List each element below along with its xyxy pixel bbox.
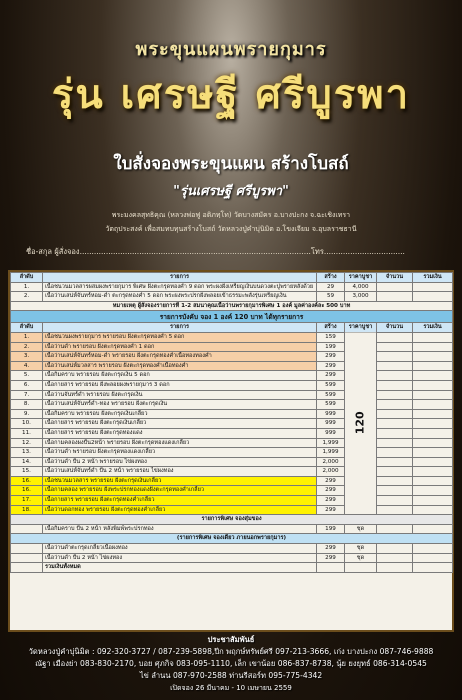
special-section-label: รายการพิเศษ จองสุ่มของ (11, 515, 453, 525)
total-cell[interactable] (413, 486, 453, 496)
row-description: เนื้อกิมคราบ พรายรอบ ฝังตะกรุดเงินเกลี้ยว (43, 409, 317, 419)
total-cell[interactable] (413, 390, 453, 400)
row-description: เนื้อกายสาร พรายรอบ ฝังตะกรุดทองคำเกลี้ยว (43, 496, 317, 506)
table-row (11, 457, 453, 467)
amount-cell[interactable] (377, 457, 413, 467)
row-number: 1. (11, 332, 43, 342)
row-description: เนื้อชนวนมวลสาร พรายรอบ ฝังตะกรุดเงินเกลี้ยว (43, 476, 317, 486)
row-qty: 599 (317, 390, 345, 400)
table-row (11, 361, 453, 371)
row-qty: 999 (317, 428, 345, 438)
row-description: เนื้อว่านดำ พรายรอบ ฝังตะกรุดทองคำ 1 ดอก (43, 342, 317, 352)
row-number: 16. (11, 486, 43, 496)
temple-info: พระมงคลสุทธิคุณ (หลวงพ่อฟู อติภทฺโท) วัดบางสมัคร อ.บางปะกง จ.ฉะเชิงเทรา (111, 211, 351, 219)
row-description: เนื้อว่านดำ ปั้น 2 หน้า ไข่ผงทอง (43, 553, 317, 563)
total-cell[interactable] (413, 380, 453, 390)
row-description: เนื้อกิมคราบ พรายรอบ ฝังตะกรุดเงิน 5 ดอก (43, 371, 317, 381)
row-qty: 599 (317, 400, 345, 410)
total-cell[interactable] (413, 282, 453, 292)
row-description: เนื้อว่านเสน่ห์มวลสาร พรายรอบ ฝังตะกรุดทองคำเนื้อทองคำ (43, 361, 317, 371)
note-text: หมายเหตุ ผู้สั่งจองรายการที่ 1-2 สมนาคุณเนื้อว่านพรายกุมารพิเศษ 1 องค์ มูลค่าองค์ละ 500 บาท (11, 301, 453, 311)
col-total: รวมเงิน (413, 273, 453, 283)
contact-line-1: วัดหลวงปู่คำบุ่นิมิต : 092-320-3727 / 087-239-5898,ปีก พฤกษ์ทรัพย์ศรี 097-213-3666, เก่ง บางปะกง 087-746-9888 (28, 647, 434, 656)
row-number: 17. (11, 496, 43, 506)
amount-cell[interactable] (377, 448, 413, 458)
row-qty: 299 (317, 496, 345, 506)
row-qty: 599 (317, 380, 345, 390)
table-row (11, 428, 453, 438)
row-number: 13. (11, 448, 43, 458)
amount-cell[interactable] (377, 380, 413, 390)
row-qty: 299 (317, 505, 345, 515)
table-row: 2. เนื้อว่านเสน่ห์จันทร์หอม-ดำ ตะกรุดทองคำ 5 ดอก พระผงพระปรกฝังพลอยเข้าธรรมะพลังรุ่นเหรียญเงิน 59 3,000 (11, 292, 453, 302)
row-qty: 299 (317, 371, 345, 381)
table-row (11, 448, 453, 458)
col-no: ลำดับ (11, 273, 43, 283)
table-row (11, 467, 453, 477)
col-qty: สร้าง (317, 273, 345, 283)
col-price: ราคาบูชา (345, 273, 377, 283)
row-number: 12. (11, 438, 43, 448)
table-row: เนื้อกิมคราบ ปั้น 2 หน้า หลังพิมพ์พระปรกทอง 199 ชุด (11, 524, 453, 534)
row-number: 7. (11, 390, 43, 400)
table-row (11, 400, 453, 410)
amount-cell[interactable] (377, 438, 413, 448)
row-number: 10. (11, 419, 43, 429)
row-number: 6. (11, 380, 43, 390)
amount-cell[interactable] (377, 292, 413, 302)
amount-cell[interactable] (377, 390, 413, 400)
amount-cell[interactable] (377, 553, 413, 563)
edition-label: "รุ่นเศรษฐี ศรีบูรพา" (173, 184, 289, 199)
amount-cell[interactable] (377, 332, 413, 342)
table-row: เนื้อว่านดำ ปั้น 2 หน้า ไข่ผงทอง 299 ชุด (11, 553, 453, 563)
row-description: เนื้อว่านดำ ปั้น 2 หน้า พรายรอบ ไข่ผงทอง (43, 457, 317, 467)
col-item: รายการ (43, 273, 317, 283)
row-number: 14. (11, 457, 43, 467)
grand-total-row (11, 563, 453, 573)
row-description: เนื้อกายสาร พรายรอบ ฝังพลอยผงพรายกุมาร 3 ดอก (43, 380, 317, 390)
table-row: 1. เนื้อชนวนมวลสารผสมผงพรายกุมาร พิเศษ ฝังตะกรุดทองคำ 9 ดอก พระผงฝังเหรียญเงินบนดวงตะปูพรายหลังด้วย 29 4,000 (11, 282, 453, 292)
amount-cell[interactable] (377, 282, 413, 292)
row-description: เนื้อว่านเสน่ห์จันทร์ดำ-ทอง พรายรอบ ฝังตะกรุดเงิน (43, 400, 317, 410)
row-qty: 999 (317, 409, 345, 419)
title-main: รุ่น เศรษฐี ศรีบูรพา (51, 71, 411, 118)
amount-cell[interactable] (377, 419, 413, 429)
set-price-vertical: 120 (345, 332, 377, 514)
row-qty: 999 (317, 419, 345, 429)
amount-cell[interactable] (377, 409, 413, 419)
amount-cell[interactable] (377, 400, 413, 410)
total-cell[interactable] (413, 438, 453, 448)
total-cell[interactable] (413, 496, 453, 506)
total-cell[interactable] (413, 409, 453, 419)
amount-cell[interactable] (377, 467, 413, 477)
table-header-set: ลำดับ รายการ สร้าง ราคาบูชา จำนวน รวมเงิน (11, 323, 453, 333)
table-header-top (11, 273, 453, 283)
table-row (11, 496, 453, 506)
row-description: เนื้อว่านเสน่ห์จันทร์หอม-ดำ พรายรอบ ฝังตะกรุดทองคำเนื้อทองทองคำ (43, 352, 317, 362)
table-row: เนื้อว่านดำตะกรุดเกลี้ยวเนื้อผงทอง 299 ชุด (11, 544, 453, 554)
special-section-header (11, 515, 453, 525)
row-number: 15. (11, 467, 43, 477)
amount-cell[interactable] (377, 544, 413, 554)
row-description: เนื้อกายสาร พรายรอบ ฝังตะกรุดเงินเกลี้ยว (43, 419, 317, 429)
row-description: เนื้อว่านดอกทอง พรายรอบ ฝังตะกรุดทองคำเกลี้ยว (43, 505, 317, 515)
row-qty: 159 (317, 332, 345, 342)
row-qty: 1,999 (317, 438, 345, 448)
total-cell[interactable] (413, 553, 453, 563)
row-number: 11. (11, 428, 43, 438)
row-number: 5. (11, 371, 43, 381)
row-description: เนื้อกามคลอง พรายรอบ ฝังพระปรกทองแดงฝังตะกรุดทองคำเกลี้ยว (43, 486, 317, 496)
set-banner (11, 311, 453, 323)
total-cell[interactable] (413, 467, 453, 477)
table-row (11, 419, 453, 429)
row-number: 2. (11, 342, 43, 352)
order-subtitle: ใบสั่งจองพระขุนแผน สร้างโบสถ์ (113, 154, 349, 174)
row-description: เนื้อว่านจันทร์ดำ พรายรอบ ฝังตะกรุดเงิน (43, 390, 317, 400)
amount-cell[interactable] (377, 352, 413, 362)
total-cell[interactable] (413, 342, 453, 352)
row-qty: 2,000 (317, 457, 345, 467)
row-description: เนื้อชนวนผงพรายกุมาร พรายรอบ ฝังตะกรุดทองคำ 5 ดอก (43, 332, 317, 342)
row-qty: 2,000 (317, 467, 345, 477)
name-phone-field[interactable]: ชื่อ-สกุล ผู้สั่งจอง.................................................................................................โทร.................................. (26, 247, 405, 256)
row-number: 3. (11, 352, 43, 362)
total-cell[interactable] (413, 457, 453, 467)
row-description: เนื้อว่านดำ พรายรอบ ฝังตะกรุดทองแดงเกลี้ยว (43, 448, 317, 458)
row-description: เนื้อกายสาร พรายรอบ ฝังตะกรุดทองแดง (43, 428, 317, 438)
table-row (11, 505, 453, 515)
col-amount: จำนวน (377, 273, 413, 283)
total-cell[interactable] (413, 400, 453, 410)
total-cell[interactable] (413, 524, 453, 534)
amount-cell[interactable] (377, 428, 413, 438)
table-row (11, 390, 453, 400)
row-qty: 299 (317, 476, 345, 486)
total-cell[interactable] (413, 371, 453, 381)
order-form (8, 270, 454, 632)
purpose-info: วัตถุประสงค์ เพื่อสมทบทุนสร้างโบสถ์ วัดหลวงปู่คำบุ่นิมิต อ.โขงเจียม จ.อุบลราชธานี (105, 225, 357, 233)
row-qty: 199 (317, 342, 345, 352)
row-description: เนื้อว่านดำตะกรุดเกลี้ยวเนื้อผงทอง (43, 544, 317, 554)
total-cell[interactable] (413, 476, 453, 486)
row-qty: 1,999 (317, 448, 345, 458)
table-row (11, 371, 453, 381)
total-cell[interactable] (413, 419, 453, 429)
note-row (11, 301, 453, 311)
row-description: เนื้อกามคลองผงปั้น2หน้า พรายรอบ ฝังตะกรุดทองแดงเกลี้ยว (43, 438, 317, 448)
row-qty: 299 (317, 361, 345, 371)
row-number: 4. (11, 361, 43, 371)
row-description: เนื้อกิมคราบ ปั้น 2 หน้า หลังพิมพ์พระปรกทอง (43, 524, 317, 534)
amount-cell[interactable] (377, 496, 413, 506)
total-cell[interactable] (413, 292, 453, 302)
amount-cell[interactable] (377, 371, 413, 381)
total-cell[interactable] (413, 448, 453, 458)
grand-total-cell[interactable] (413, 563, 453, 573)
extra-section-label: (รายการพิเศษ จองเดี่ยว ภายนอกพรายกุมาร) (11, 534, 453, 544)
amount-cell[interactable] (377, 505, 413, 515)
table-row (11, 380, 453, 390)
amount-cell[interactable] (377, 476, 413, 486)
contact-line-2: ณัฐา เมืองย่า 083-830-2170, บอย ศุภกิจ 083-095-1110, เล็ก เขาน้อย 086-837-8738, นุ้ย ยงยุทธ์ 086-314-0545 (35, 659, 427, 668)
table-row (11, 476, 453, 486)
footer-heading: ประชาสัมพันธ์ (207, 635, 255, 644)
total-cell[interactable] (413, 361, 453, 371)
extra-section-header (11, 534, 453, 544)
amount-cell[interactable] (377, 361, 413, 371)
contact-line-3: ไข่ ลำนน 087-970-2588 ท่านรีสอร์ท 095-775-4342 (139, 671, 323, 680)
set-banner-text: รายการบังคับ จอง 1 องค์ 120 บาท ได้ทุกรายการ (11, 311, 453, 323)
total-cell[interactable] (413, 332, 453, 342)
row-number: 9. (11, 409, 43, 419)
row-qty: 299 (317, 486, 345, 496)
total-cell[interactable] (413, 428, 453, 438)
row-description: เนื้อว่านเสน่ห์จันทร์ดำ ปั้น 2 หน้า พรายรอบ ไข่ผงทอง (43, 467, 317, 477)
table-row (11, 409, 453, 419)
amount-cell[interactable] (377, 486, 413, 496)
row-number: 16. (11, 476, 43, 486)
row-number: 8. (11, 400, 43, 410)
table-row (11, 352, 453, 362)
table-row (11, 486, 453, 496)
amount-cell[interactable] (377, 524, 413, 534)
amount-cell[interactable] (377, 342, 413, 352)
total-cell[interactable] (413, 352, 453, 362)
title-top: พระขุนแผนพรายกุมาร (135, 39, 327, 60)
row-number: 18. (11, 505, 43, 515)
table-row (11, 438, 453, 448)
grand-total-label: รวมเงินทั้งหมด (43, 563, 317, 573)
total-cell[interactable] (413, 505, 453, 515)
row-qty: 299 (317, 352, 345, 362)
table-row (11, 332, 453, 342)
table-row (11, 342, 453, 352)
booking-dates: เปิดจอง 26 มีนาคม - 10 เมษายน 2559 (170, 684, 292, 692)
total-cell[interactable] (413, 544, 453, 554)
order-table (10, 272, 453, 573)
